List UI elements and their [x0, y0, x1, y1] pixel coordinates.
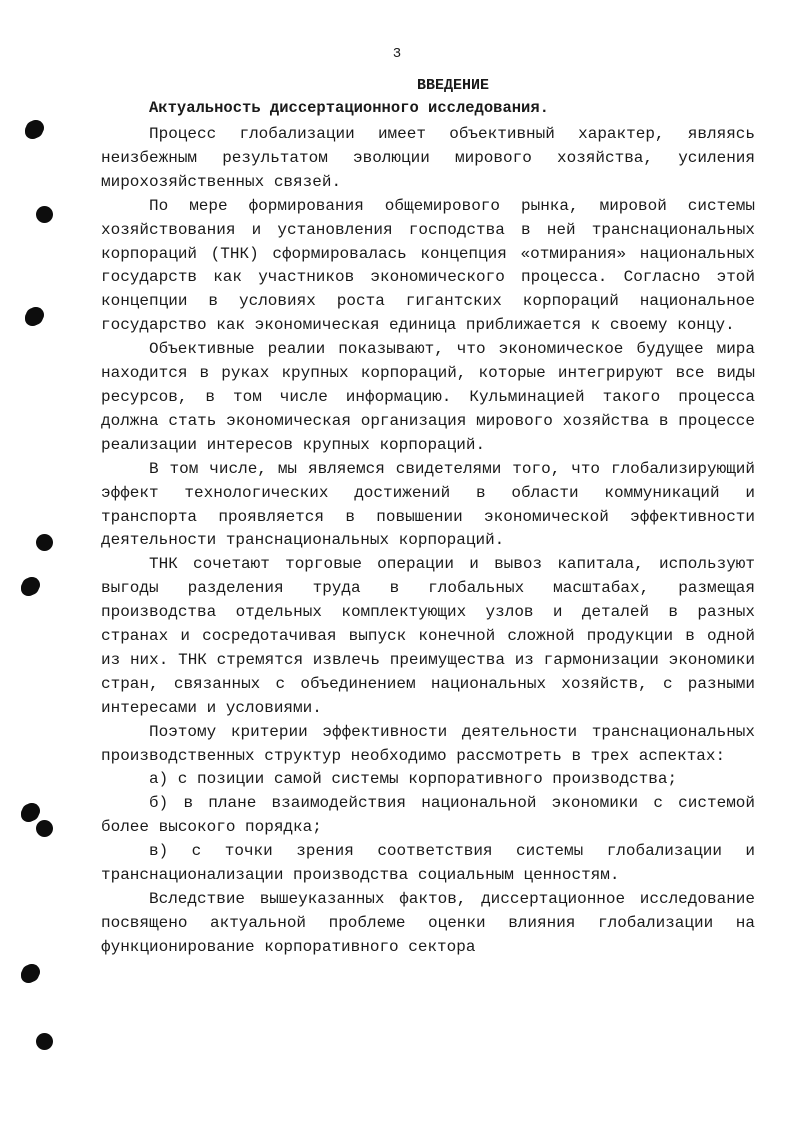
hole-punch-mark	[36, 534, 53, 551]
list-item: в) с точки зрения соответствия системы глобализации и транснационализации производства социальным ценностям.	[101, 842, 755, 885]
paragraph: В том числе, мы являемся свидетелями того, что глобализирующий эффект технологических достижений в области коммуникаций и транспорта проявляется в повышении экономической эффективности деятельности транснациональных корпораций.	[101, 459, 755, 550]
hole-punch-mark	[26, 308, 43, 325]
body-text	[101, 123, 755, 960]
list-item: а) с позиции самой системы корпоративного производства;	[149, 770, 678, 789]
hole-punch-mark	[22, 804, 39, 821]
paragraph: ТНК сочетают торговые операции и вывоз капитала, используют выгоды разделения труда в глобальных масштабах, размещая производства отдельных комплектующих узлов и деталей в разных странах и сосредотачивая выпуск конечной сложной продукции в одной из них. ТНК стремятся извлечь преимущества из гармонизации экономики стран, связанных с объединением национальных хозяйств, с разными интересами и условиями.	[101, 555, 755, 717]
document-title: ВВЕДЕНИЕ	[416, 77, 489, 94]
paragraph: Процесс глобализации имеет объективный характер, являясь неизбежным результатом эволюции мирового хозяйства, усиления мирохозяйственных связей.	[101, 125, 755, 191]
hole-punch-mark	[22, 965, 39, 982]
paragraph: Вследствие вышеуказанных фактов, диссертационное исследование посвящено актуальной проблеме оценки влияния глобализации на функционирование корпоративного сектора	[101, 890, 755, 956]
hole-punch-mark	[36, 1033, 53, 1050]
hole-punch-mark	[22, 578, 39, 595]
hole-punch-mark	[26, 121, 43, 138]
page-number: 3	[392, 46, 402, 62]
paragraph: По мере формирования общемирового рынка, мировой системы хозяйствования и установления господства в ней транснациональных корпораций (ТНК) сформировалась концепция «отмирания» национальных государств как участников экономического процесса. Согласно этой концепции в условиях роста гигантских корпораций национальное государство как экономическая единица приближается к своему концу.	[101, 196, 755, 335]
hole-punch-mark	[36, 206, 53, 223]
section-heading: Актуальность диссертационного исследования.	[149, 99, 549, 117]
paragraph: Поэтому критерии эффективности деятельности транснациональных производственных структур необходимо рассмотреть в трех аспектах:	[101, 722, 755, 765]
paragraph: Объективные реалии показывают, что экономическое будущее мира находится в руках крупных корпораций, которые интегрируют все виды ресурсов, в том числе информацию. Кульминацией такого процесса должна стать экономическая организация мирового хозяйства в процессе реализации интересов крупных корпораций.	[101, 340, 755, 454]
list-item: б) в плане взаимодействия национальной экономики с системой более высокого порядка;	[101, 794, 755, 837]
hole-punch-mark	[36, 820, 53, 837]
